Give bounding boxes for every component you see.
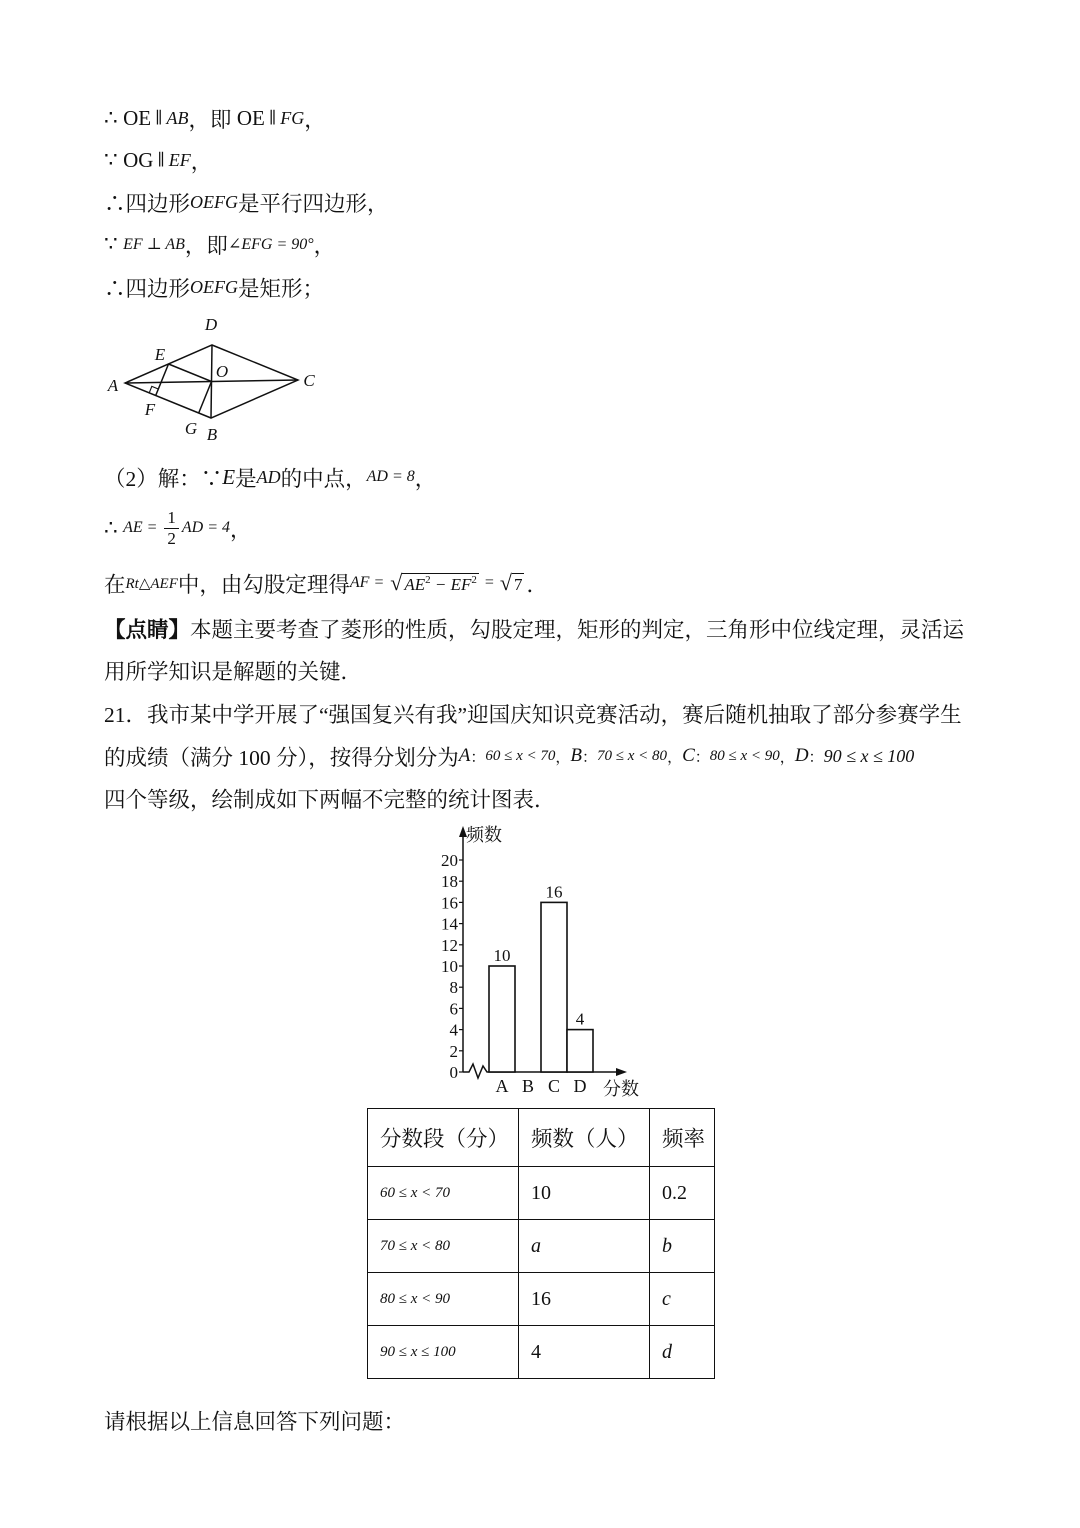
text-ji: ，即 bbox=[184, 233, 228, 258]
grade-a: A bbox=[458, 745, 471, 766]
radicand-ae: AE bbox=[404, 575, 426, 594]
fraction-one-half bbox=[164, 508, 179, 549]
cell-rate: 0.2 bbox=[650, 1167, 715, 1220]
frequency-bar-chart bbox=[430, 820, 660, 1105]
text-is-rectangle: 是矩形； bbox=[238, 276, 325, 301]
x-category-label-d: D bbox=[573, 1076, 587, 1096]
prompt-text: 请根据以上信息回答下列问题： bbox=[104, 1409, 406, 1434]
comma: ， bbox=[414, 466, 437, 491]
question-21-line-2 bbox=[104, 741, 914, 771]
text-quadrilateral: ∴四边形 bbox=[104, 191, 191, 216]
cell-score-range: 80 ≤ x < 90 bbox=[368, 1273, 519, 1326]
grade-b: B bbox=[570, 745, 583, 766]
ad-equals-8: AD = 8 bbox=[366, 468, 415, 485]
x-axis-title: 分数 bbox=[603, 1079, 639, 1099]
text-zai: 在 bbox=[104, 572, 126, 597]
table-row bbox=[368, 1273, 715, 1326]
proof-line-og-parallel-ef bbox=[104, 145, 212, 175]
header-score-range: 分数段（分） bbox=[368, 1109, 519, 1167]
bar-c bbox=[541, 902, 567, 1072]
remark-tag: 【点睛】 bbox=[104, 617, 191, 642]
table-row bbox=[368, 1220, 715, 1273]
triangle-aef: Rt△AEF bbox=[125, 575, 178, 592]
cell-rate: c bbox=[650, 1273, 715, 1326]
solution-line-ae bbox=[104, 503, 252, 553]
x-category-label-a: A bbox=[495, 1076, 509, 1096]
point-label-b: B bbox=[206, 425, 218, 444]
cell-count: 4 bbox=[519, 1326, 650, 1379]
x-category-label-b: B bbox=[521, 1076, 535, 1096]
grade-c: C bbox=[682, 745, 695, 766]
range-a: 60 ≤ x < 70 bbox=[485, 747, 556, 764]
range-d: 90 ≤ x ≤ 100 bbox=[823, 745, 915, 766]
table-row bbox=[368, 1326, 715, 1379]
point-label-g: G bbox=[184, 419, 198, 438]
question-text: 21．我市某中学开展了“强国复兴有我”迎国庆知识竞赛活动，赛后随机抽取了部分参赛学生 bbox=[104, 702, 962, 727]
header-frequency-count: 频数（人） bbox=[519, 1109, 650, 1167]
table-header-row bbox=[368, 1109, 715, 1167]
range-b: 70 ≤ x < 80 bbox=[597, 747, 668, 764]
ae-equals: AE = bbox=[123, 519, 162, 536]
exponent: 2 bbox=[425, 574, 431, 586]
af-equals: AF = bbox=[349, 574, 389, 591]
bar-d bbox=[567, 1030, 593, 1072]
segment-oe: OE bbox=[123, 105, 152, 130]
fraction-denominator: 2 bbox=[167, 528, 176, 548]
segment-fg: FG bbox=[280, 107, 305, 128]
segment-og: OG bbox=[123, 147, 154, 172]
therefore-symbol: ∴ bbox=[104, 105, 124, 130]
text-pythagoras: 中，由勾股定理得 bbox=[177, 572, 350, 597]
colon: ： bbox=[808, 749, 824, 766]
comma: ， bbox=[313, 233, 336, 258]
question-text: 的成绩（满分 100 分），按得分划分为 bbox=[104, 745, 459, 770]
y-tick-label: 4 bbox=[449, 1020, 458, 1040]
cell-score-range: 70 ≤ x < 80 bbox=[368, 1220, 519, 1273]
because-symbol: ∵ bbox=[104, 231, 124, 256]
bar-value-label-c: 16 bbox=[545, 882, 563, 902]
frequency-table bbox=[367, 1108, 715, 1379]
comma: ， bbox=[304, 107, 326, 132]
comma: ， bbox=[190, 149, 213, 174]
text-quadrilateral: ∴四边形 bbox=[104, 276, 191, 301]
y-tick-label: 20 bbox=[441, 851, 458, 870]
point-label-d: D bbox=[204, 318, 218, 334]
colon: ： bbox=[694, 749, 710, 766]
segment-eo-line bbox=[169, 364, 212, 382]
ef-perpendicular-ab: EF ⊥ AB bbox=[123, 236, 185, 253]
solution-line-pythagoras bbox=[104, 565, 548, 601]
therefore-symbol: ∴ bbox=[104, 515, 124, 540]
y-tick-label: 18 bbox=[441, 872, 458, 892]
proof-line-oe-parallel-ab bbox=[104, 103, 326, 133]
grade-d: D bbox=[794, 745, 809, 766]
point-label-e: E bbox=[154, 345, 166, 364]
proof-line-perpendicular bbox=[104, 229, 335, 259]
text-is-parallelogram: 是平行四边形， bbox=[238, 191, 389, 216]
quadrilateral-oefg: OEFG bbox=[190, 191, 239, 212]
remark-line-1 bbox=[104, 613, 964, 643]
colon: ： bbox=[470, 749, 486, 766]
equals-sign: = bbox=[480, 574, 498, 591]
y-tick-label: 12 bbox=[441, 935, 458, 955]
radicand-seven: 7 bbox=[513, 575, 523, 594]
y-tick-label: 2 bbox=[449, 1041, 458, 1061]
remark-text: 用所学知识是解题的关键． bbox=[104, 659, 363, 684]
segment-ef: EF bbox=[168, 149, 191, 170]
period: ． bbox=[526, 572, 548, 597]
sqrt-ae2-minus-ef2 bbox=[390, 570, 479, 596]
text-ji: ，即 bbox=[188, 107, 237, 132]
question-21-line-3 bbox=[104, 783, 556, 813]
cell-score-range: 60 ≤ x < 70 bbox=[368, 1167, 519, 1220]
remark-text: 本题主要考查了菱形的性质，勾股定理，矩形的判定，三角形中位线定理，灵活运 bbox=[190, 617, 965, 642]
point-label-f: F bbox=[144, 400, 156, 419]
question-21-line-1 bbox=[104, 698, 962, 728]
fraction-numerator: 1 bbox=[164, 508, 179, 529]
angle-efg-90: ∠EFG = 90° bbox=[227, 236, 314, 253]
proof-line-rectangle bbox=[104, 272, 324, 302]
y-tick-label: 6 bbox=[449, 999, 458, 1019]
remark-line-2 bbox=[104, 655, 362, 685]
text-shi: 是 bbox=[235, 466, 257, 491]
part-two-intro: （2）解：∵ bbox=[104, 466, 223, 491]
question-text: 四个等级，绘制成如下两幅不完整的统计图表． bbox=[104, 787, 556, 812]
rhombus-diagram bbox=[100, 318, 330, 444]
parallel-symbol: ∥ bbox=[264, 110, 281, 127]
comma: ， bbox=[555, 749, 571, 766]
point-label-o: O bbox=[215, 362, 229, 381]
cell-rate: d bbox=[650, 1326, 715, 1379]
y-tick-label: 0 bbox=[449, 1063, 458, 1082]
segment-ab: AB bbox=[166, 107, 189, 128]
solution-line-midpoint bbox=[104, 462, 436, 492]
y-tick-label: 16 bbox=[441, 893, 458, 913]
point-label-c: C bbox=[303, 371, 315, 390]
radicand-minus-ef: − EF bbox=[430, 575, 472, 594]
comma: ， bbox=[779, 749, 795, 766]
y-tick-label: 8 bbox=[449, 978, 458, 998]
colon: ： bbox=[582, 749, 598, 766]
radical-sign: √ bbox=[499, 570, 512, 595]
y-tick-label: 10 bbox=[441, 957, 458, 976]
cell-count: 16 bbox=[519, 1273, 650, 1326]
segment-og-line bbox=[199, 382, 212, 414]
bar-value-label-a: 10 bbox=[493, 946, 511, 965]
bar-a bbox=[489, 966, 515, 1072]
comma: ， bbox=[667, 749, 683, 766]
x-category-label-c: C bbox=[547, 1076, 561, 1096]
range-c: 80 ≤ x < 90 bbox=[709, 747, 780, 764]
question-prompt bbox=[104, 1405, 405, 1435]
point-label-a: A bbox=[107, 376, 119, 395]
quadrilateral-oefg: OEFG bbox=[190, 276, 239, 297]
radical-sign: √ bbox=[390, 570, 403, 595]
ad-equals-4: AD = 4 bbox=[181, 519, 231, 536]
text-midpoint: 的中点， bbox=[280, 466, 367, 491]
table-row bbox=[368, 1167, 715, 1220]
point-e: E bbox=[222, 464, 236, 489]
because-symbol: ∵ bbox=[104, 147, 124, 172]
sqrt-seven bbox=[500, 570, 525, 596]
y-tick-label: 14 bbox=[441, 914, 458, 934]
x-axis-arrow bbox=[616, 1068, 627, 1076]
y-axis-title: 频数 bbox=[466, 825, 502, 845]
cell-count: a bbox=[519, 1220, 650, 1273]
header-frequency-rate: 频率 bbox=[650, 1109, 715, 1167]
bar-value-label-d: 4 bbox=[575, 1009, 585, 1029]
cell-score-range: 90 ≤ x ≤ 100 bbox=[368, 1326, 519, 1379]
segment-ad: AD bbox=[256, 466, 281, 487]
parallel-symbol: ∥ bbox=[153, 152, 169, 169]
cell-count: 10 bbox=[519, 1167, 650, 1220]
cell-rate: b bbox=[650, 1220, 715, 1273]
exponent: 2 bbox=[471, 574, 477, 586]
radicand bbox=[402, 573, 479, 596]
comma: ， bbox=[230, 517, 252, 542]
segment-oe: OE bbox=[236, 105, 265, 130]
proof-line-parallelogram bbox=[104, 187, 389, 217]
parallel-symbol: ∥ bbox=[151, 110, 167, 127]
